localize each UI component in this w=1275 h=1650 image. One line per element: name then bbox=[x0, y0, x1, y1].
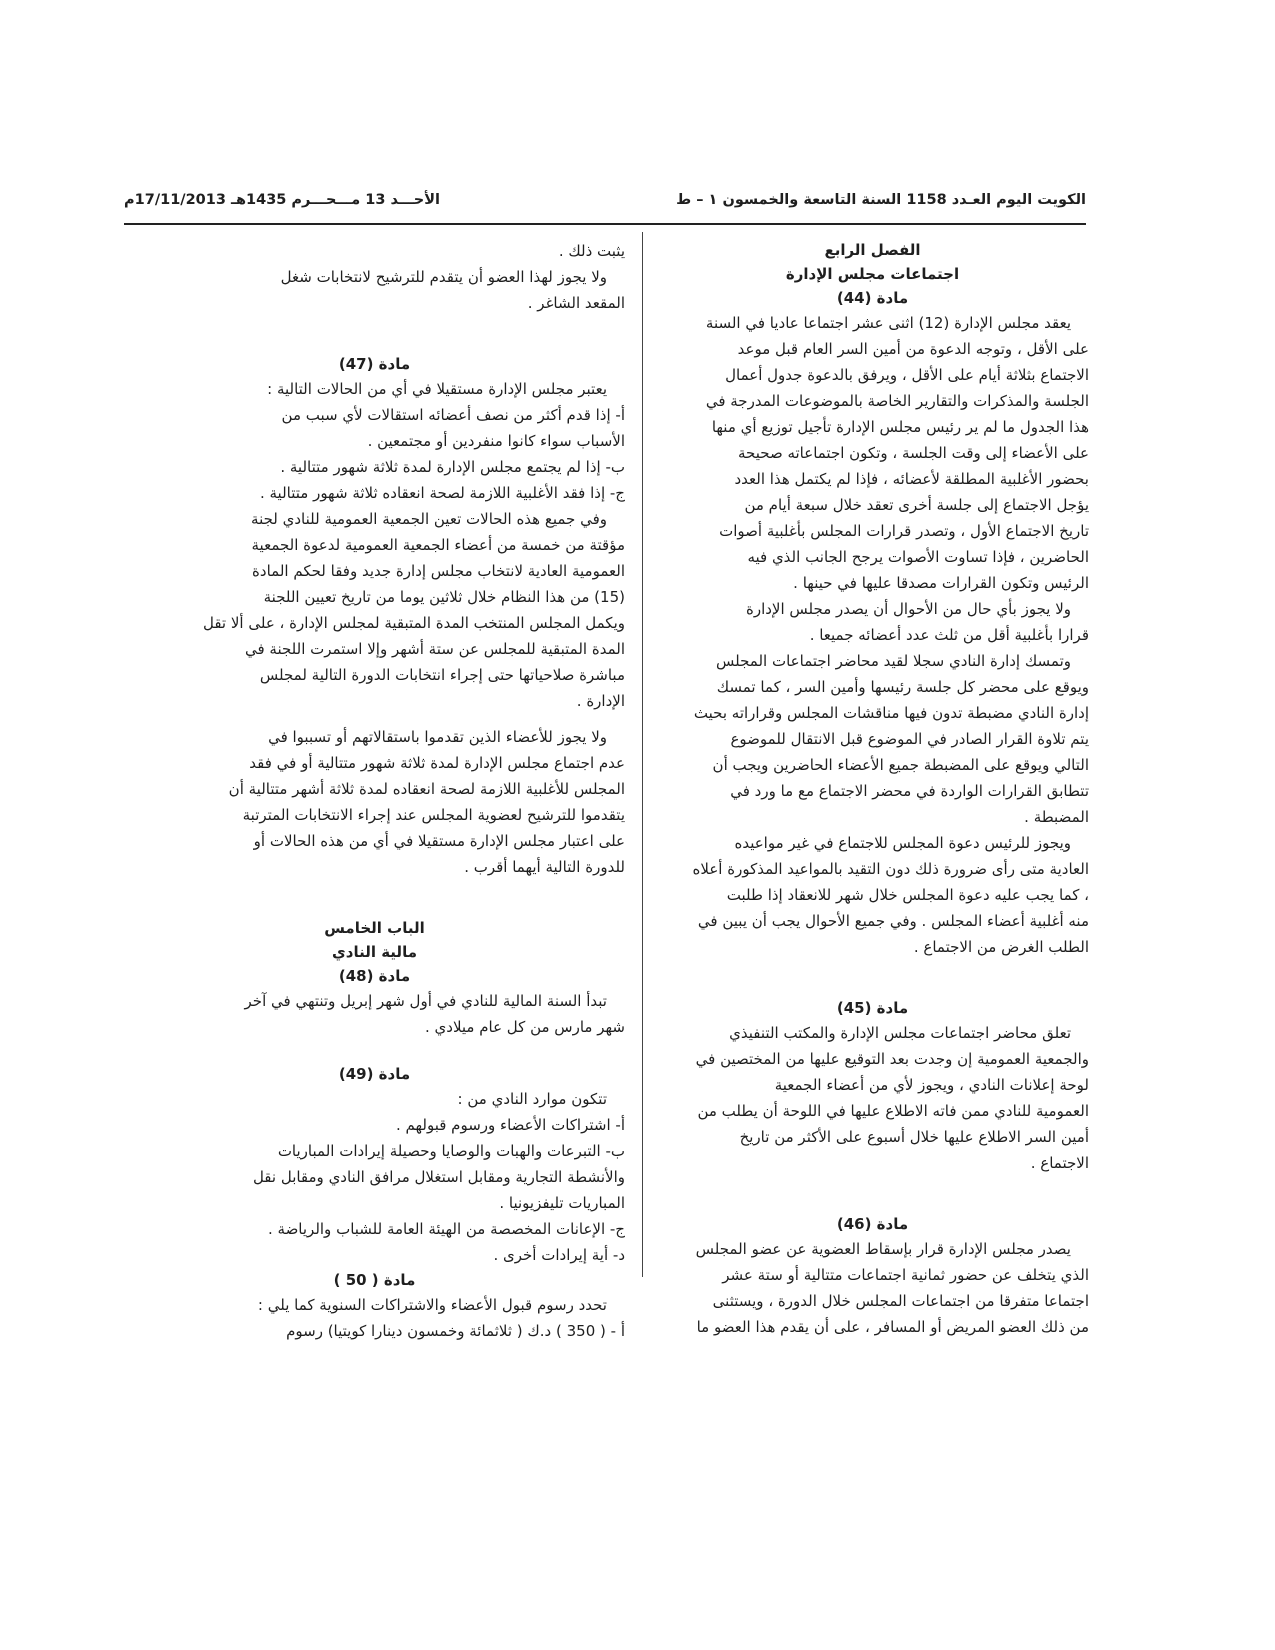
text-line: العمومية للنادي ممن فاته الاطلاع عليها في اللوحة أن يطلب من bbox=[697, 1102, 1089, 1120]
text-line: لوحة إعلانات النادي ، ويجوز لأي من أعضاء الجمعية bbox=[774, 1076, 1089, 1094]
text-line: الذي يتخلف عن حضور ثمانية اجتماعات متتالية أو ستة عشر bbox=[722, 1266, 1089, 1284]
text-line: يعقد مجلس الإدارة (12) اثنى عشر اجتماعا عاديا في السنة bbox=[705, 314, 1071, 332]
header-rule bbox=[124, 223, 1086, 225]
text-line: أ - ( 350 ) د.ك ( ثلاثمائة وخمسون دينارا كويتيا) رسوم bbox=[286, 1322, 625, 1340]
text-line: يثبت ذلك . bbox=[558, 242, 625, 260]
text-line: المباريات تليفزيونيا . bbox=[499, 1194, 625, 1212]
text-line: تبدأ السنة المالية للنادي في أول شهر إبريل وتنتهي في آخر bbox=[244, 992, 607, 1010]
text-line: يتم تلاوة القرار الصادر في الموضوع قبل الانتقال للموضوع bbox=[730, 730, 1089, 748]
text-line: ولا يجوز بأي حال من الأحوال أن يصدر مجلس الإدارة bbox=[745, 600, 1071, 618]
text-line: ب- التبرعات والهبات والوصايا وحصيلة إيرادات المباريات bbox=[277, 1142, 625, 1160]
text-line: والجمعية العمومية إن وجدت بعد التوقيع عليها من المختصين في bbox=[695, 1050, 1089, 1068]
text-line: المقعد الشاغر . bbox=[527, 294, 625, 312]
text-line: شهر مارس من كل عام ميلادي . bbox=[425, 1018, 625, 1036]
text-line: عدم اجتماع مجلس الإدارة لمدة ثلاثة شهور متتالية أو في فقد bbox=[249, 754, 625, 772]
article-44-title: مادة (44) bbox=[836, 289, 909, 307]
text-line: من ذلك العضو المريض أو المسافر ، على أن يقدم هذا العضو ما bbox=[696, 1318, 1089, 1336]
text-line: يصدر مجلس الإدارة قرار بإسقاط العضوية عن عضو المجلس bbox=[695, 1240, 1071, 1258]
text-line: بحضور الأغلبية المطلقة لأعضائه ، فإذا لم يكتمل هذا العدد bbox=[734, 470, 1089, 488]
article-47-text-2 bbox=[124, 724, 625, 880]
article-45-title: مادة (45) bbox=[836, 999, 909, 1017]
text-line: تتطابق القرارات الواردة في محضر الاجتماع مع ما ورد في bbox=[730, 782, 1089, 800]
column-divider bbox=[642, 232, 643, 1277]
text-line: ب- إذا لم يجتمع مجلس الإدارة لمدة ثلاثة شهور متتالية . bbox=[280, 458, 625, 476]
text-line: ويوقع على محضر كل جلسة رئيسها وأمين السر ، كما تمسك bbox=[716, 678, 1089, 696]
text-line: وتمسك إدارة النادي سجلا لقيد محاضر اجتماعات المجلس bbox=[716, 652, 1071, 670]
text-line: الجلسة والمذكرات والتقارير الخاصة بالموضوعات المدرجة في bbox=[705, 392, 1089, 410]
article-47-text bbox=[124, 376, 625, 714]
text-line: أ- اشتراكات الأعضاء ورسوم قبولهم . bbox=[395, 1116, 625, 1134]
part-subtitle: مالية النادي bbox=[332, 943, 417, 961]
text-line: يتقدموا للترشيح لعضوية المجلس عند إجراء الانتخابات المترتبة bbox=[242, 806, 625, 824]
text-line: يعتبر مجلس الإدارة مستقيلا في أي من الحالات التالية : bbox=[267, 380, 607, 398]
article-49-title: مادة (49) bbox=[338, 1065, 411, 1083]
text-line: الرئيس وتكون القرارات مصدقا عليها في حينها . bbox=[793, 574, 1089, 592]
article-50-title: مادة ( 50 ) bbox=[333, 1271, 416, 1289]
article-44-text bbox=[656, 310, 1089, 960]
text-line: يؤجل الاجتماع إلى جلسة أخرى تعقد خلال سبعة أيام من bbox=[744, 496, 1089, 514]
text-line: (15) من هذا النظام خلال ثلاثين يوما من تاريخ تعيين اللجنة bbox=[263, 588, 625, 606]
text-line: مؤقتة من خمسة من أعضاء الجمعية العمومية لدعوة الجمعية bbox=[251, 536, 625, 554]
article-47-title: مادة (47) bbox=[338, 355, 411, 373]
text-line: قرارا بأغلبية أقل من ثلث عدد أعضائه جميعا . bbox=[809, 626, 1089, 644]
text-line: ، كما يجب عليه دعوة المجلس خلال شهر للانعقاد إذا طلبت bbox=[726, 886, 1089, 904]
text-line: هذا الجدول ما لم ير رئيس مجلس الإدارة تأجيل توزيع أي منها bbox=[711, 418, 1089, 436]
text-line: وفي جميع هذه الحالات تعين الجمعية العمومية للنادي لجنة bbox=[251, 510, 607, 528]
article-46-continuation bbox=[124, 238, 625, 316]
article-46-title: مادة (46) bbox=[836, 1215, 909, 1233]
text-line: الإدارة . bbox=[576, 692, 625, 710]
text-line: تاريخ الاجتماع الأول ، وتصدر قرارات المجلس بأغلبية أصوات bbox=[719, 522, 1089, 540]
article-48-title: مادة (48) bbox=[338, 967, 411, 985]
text-line: اجتماعا متفرقا من اجتماعات المجلس خلال الدورة ، ويستثنى bbox=[712, 1292, 1089, 1310]
chapter-title: الفصل الرابع bbox=[824, 241, 921, 259]
text-line: منه أغلبية أعضاء المجلس . وفي جميع الأحوال يجب أن يبين في bbox=[697, 912, 1089, 930]
text-line: على الأقل ، وتوجه الدعوة من أمين السر العام قبل موعد bbox=[737, 340, 1089, 358]
text-line: إدارة النادي مضبطة تدون فيها مناقشات المجلس وقراراته بحيث bbox=[693, 704, 1089, 722]
article-46-text bbox=[656, 1236, 1089, 1340]
text-line: على اعتبار مجلس الإدارة مستقيلا في أي من هذه الحالات أو bbox=[253, 832, 625, 850]
text-line: ولا يجوز للأعضاء الذين تقدموا باستقالاتهم أو تسببوا في bbox=[268, 728, 607, 746]
text-line: العادية متى رأى ضرورة ذلك دون التقيد بالمواعيد المذكورة أعلاه bbox=[692, 860, 1089, 878]
text-line: مباشرة صلاحياتها حتى إجراء انتخابات الدورة التالية لمجلس bbox=[259, 666, 625, 684]
text-line: العمومية العادية لانتخاب مجلس إدارة جديد وفقا لحكم المادة bbox=[252, 562, 625, 580]
text-line: أمين السر الاطلاع عليها خلال أسبوع على الأكثر من تاريخ bbox=[739, 1128, 1089, 1146]
article-48-text bbox=[124, 988, 625, 1040]
text-line: الطلب الغرض من الاجتماع . bbox=[913, 938, 1089, 956]
text-line: أ- إذا قدم أكثر من نصف أعضائه استقالات لأي سبب من bbox=[281, 406, 625, 424]
chapter-subtitle: اجتماعات مجلس الإدارة bbox=[785, 265, 960, 283]
part-title: الباب الخامس bbox=[324, 919, 425, 937]
gazette-date: الأحـــد 13 مـــحـــرم 1435هـ 17/11/2013م bbox=[124, 192, 440, 208]
text-line: تحدد رسوم قبول الأعضاء والاشتراكات السنوية كما يلي : bbox=[257, 1296, 607, 1314]
text-line: ويجوز للرئيس دعوة المجلس للاجتماع في غير مواعيده bbox=[734, 834, 1071, 852]
text-line: المضبطة . bbox=[1024, 808, 1089, 826]
text-line: المجلس للأغلبية اللازمة لصحة انعقاده لمدة ثلاثة أشهر متتالية أن bbox=[228, 780, 625, 798]
text-line: الحاضرين ، فإذا تساوت الأصوات يرجح الجانب الذي فيه bbox=[747, 548, 1089, 566]
text-line: الاجتماع بثلاثة أيام على الأقل ، ويرفق بالدعوة جدول أعمال bbox=[725, 366, 1089, 384]
article-50-text bbox=[124, 1292, 625, 1344]
text-line: ولا يجوز لهذا العضو أن يتقدم للترشيح لانتخابات شغل bbox=[280, 268, 607, 286]
text-line: ج- الإعانات المخصصة من الهيئة العامة للشباب والرياضة . bbox=[267, 1220, 625, 1238]
page-header bbox=[124, 192, 1086, 216]
gazette-issue-info: الكويت اليوم العـدد 1158 السنة التاسعة والخمسون ١ – ط bbox=[676, 192, 1086, 208]
text-line: الأسباب سواء كانوا منفردين أو مجتمعين . bbox=[367, 432, 625, 450]
text-line: تعلق محاضر اجتماعات مجلس الإدارة والمكتب التنفيذي bbox=[729, 1024, 1071, 1042]
article-45-text bbox=[656, 1020, 1089, 1176]
text-line: تتكون موارد النادي من : bbox=[457, 1090, 607, 1108]
right-column bbox=[656, 238, 1089, 1340]
left-column bbox=[124, 238, 625, 1344]
article-49-text bbox=[124, 1086, 625, 1268]
text-line: ويكمل المجلس المنتخب المدة المتبقية لمجلس الإدارة ، على ألا تقل bbox=[202, 614, 625, 632]
text-line: ج- إذا فقد الأغلبية اللازمة لصحة انعقاده ثلاثة شهور متتالية . bbox=[259, 484, 625, 502]
text-line: على الأعضاء إلى وقت الجلسة ، وتكون اجتماعاته صحيحة bbox=[738, 444, 1089, 462]
text-line: التالي ويوقع على المضبطة جميع الأعضاء الحاضرين ويجب أن bbox=[712, 756, 1089, 774]
text-line: الاجتماع . bbox=[1030, 1154, 1089, 1172]
text-line: د- أية إيرادات أخرى . bbox=[493, 1246, 625, 1264]
text-line: المدة المتبقية للمجلس عن ستة أشهر وإلا استمرت اللجنة في bbox=[244, 640, 625, 658]
text-line: والأنشطة التجارية ومقابل استغلال مرافق النادي ومقابل نقل bbox=[252, 1168, 625, 1186]
text-line: للدورة التالية أيهما أقرب . bbox=[464, 858, 625, 876]
